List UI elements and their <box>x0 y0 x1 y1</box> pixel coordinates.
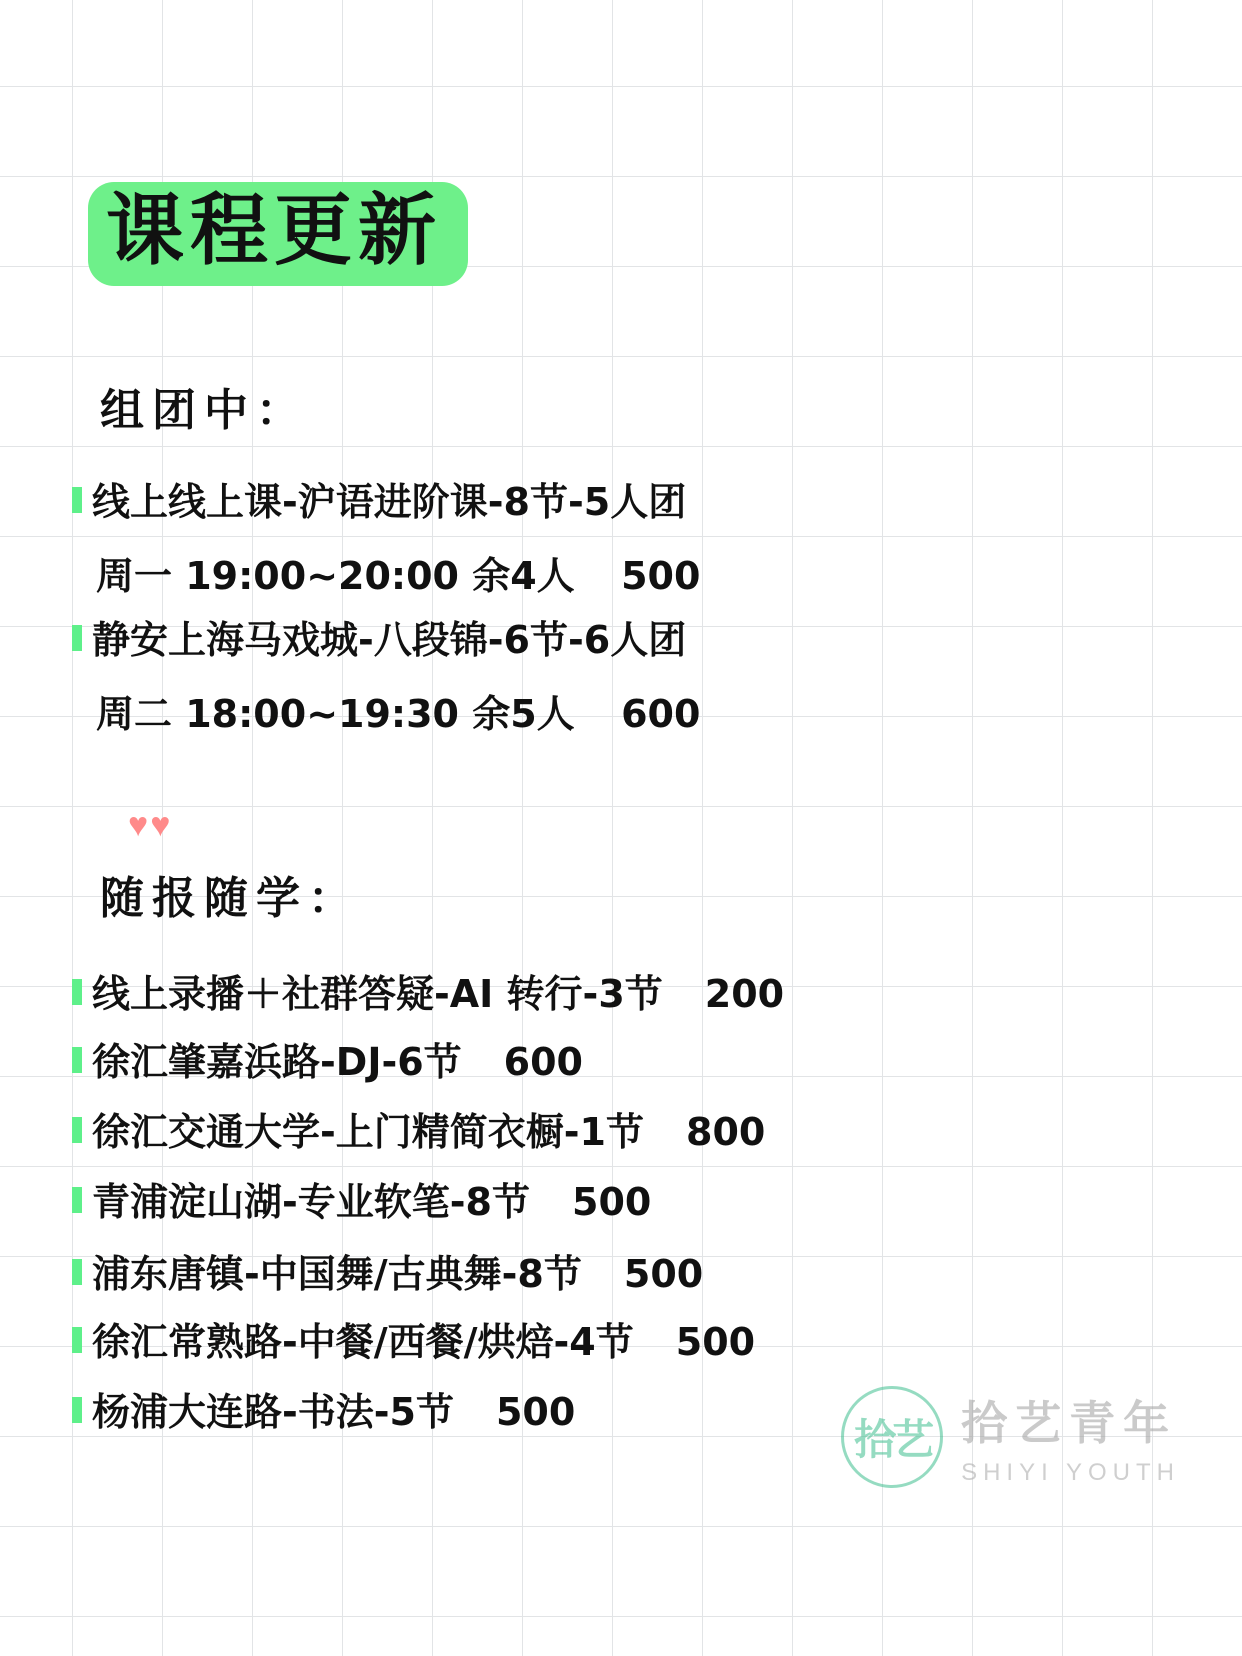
course-price: 500 <box>675 1320 756 1364</box>
bullet-icon <box>72 487 82 513</box>
watermark-text <box>961 1387 1180 1487</box>
bullet-icon <box>72 1397 82 1423</box>
list-item <box>72 972 784 1016</box>
list-item <box>72 620 686 662</box>
course-detail: 周一 19:00~20:00 余4人 <box>96 554 575 598</box>
course-line: 线上录播＋社群答疑-AI 转行-3节 <box>92 972 663 1016</box>
brand-name-en: SHIYI YOUTH <box>961 1459 1180 1486</box>
bullet-icon <box>72 1117 82 1143</box>
course-line: 徐汇常熟路-中餐/西餐/烘焙-4节 <box>92 1320 634 1364</box>
course-price: 500 <box>623 1252 704 1296</box>
list-item <box>72 482 686 524</box>
bullet-icon <box>72 1259 82 1285</box>
course-line: 线上线上课-沪语进阶课-8节-5人团 <box>92 480 687 524</box>
bullet-icon <box>72 1327 82 1353</box>
course-line: 杨浦大连路-书法-5节 <box>92 1390 454 1434</box>
list-item <box>72 1040 583 1084</box>
bullet-icon <box>72 1187 82 1213</box>
bullet-icon <box>72 979 82 1005</box>
bullet-icon <box>72 1047 82 1073</box>
list-item-detail <box>96 554 700 598</box>
course-line: 徐汇交通大学-上门精简衣橱-1节 <box>92 1110 644 1154</box>
bullet-icon <box>72 625 82 651</box>
list-item <box>72 1320 755 1364</box>
list-item <box>72 1180 651 1224</box>
list-item <box>72 1390 575 1434</box>
course-price: 500 <box>621 554 701 598</box>
course-line: 浦东唐镇-中国舞/古典舞-8节 <box>92 1252 582 1296</box>
watermark <box>841 1386 1180 1488</box>
heart-icon: ♥♥ <box>128 806 173 844</box>
course-detail: 周二 18:00~19:30 余5人 <box>96 692 575 736</box>
course-price: 600 <box>503 1040 583 1084</box>
brand-logo-icon: 拾艺 <box>841 1386 943 1488</box>
title-highlight <box>88 182 468 286</box>
course-price: 200 <box>704 972 785 1016</box>
section-heading-group: 组团中： <box>100 385 308 436</box>
course-price: 500 <box>495 1390 576 1434</box>
list-item <box>72 1252 703 1296</box>
course-price: 800 <box>686 1110 766 1154</box>
course-price: 600 <box>621 692 701 736</box>
course-line: 徐汇肇嘉浜路-DJ-6节 <box>92 1040 462 1084</box>
course-line: 静安上海马戏城-八段锦-6节-6人团 <box>92 618 687 662</box>
course-line: 青浦淀山湖-专业软笔-8节 <box>92 1180 530 1224</box>
page-title-wrapper <box>88 182 468 286</box>
page-title: 课程更新 <box>106 186 443 276</box>
course-price: 500 <box>572 1180 652 1224</box>
brand-name-cn: 拾艺青年 <box>961 1396 1178 1450</box>
list-item <box>72 1110 765 1154</box>
list-item-detail <box>96 692 700 736</box>
section-heading-anytime: 随报随学： <box>100 873 360 924</box>
